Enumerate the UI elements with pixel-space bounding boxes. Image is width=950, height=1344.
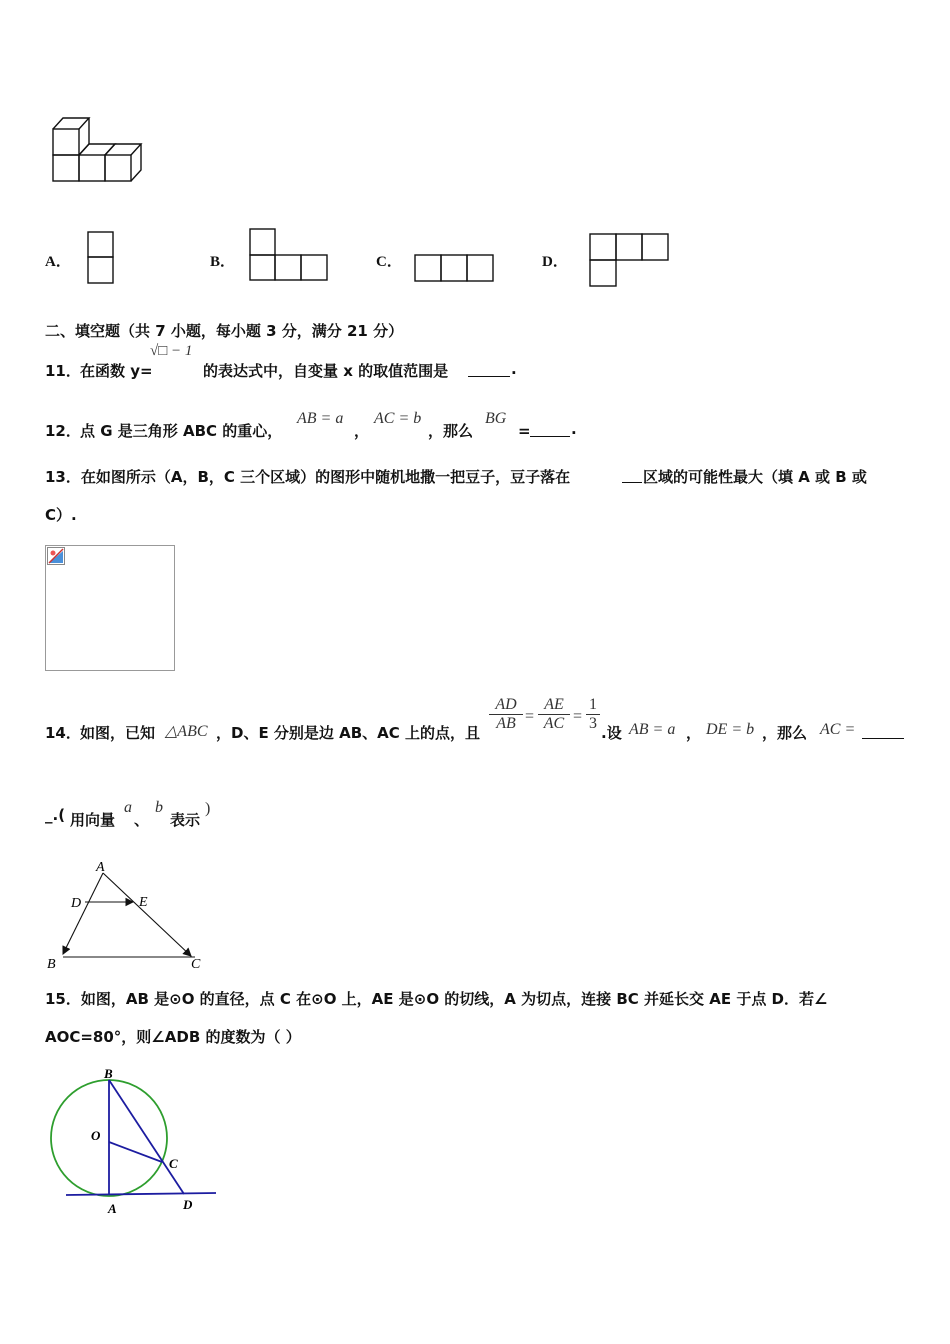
q12-answer-blank[interactable] <box>530 422 570 437</box>
q14-paren: ) <box>205 800 211 817</box>
segment-bd <box>109 1080 184 1194</box>
q14-triangle: △ABC <box>165 723 208 740</box>
q13-line1b: 区域的可能性最大（填 A 或 B 或 <box>643 468 867 486</box>
q13-line1: 13．在如图所示（A，B，C 三个区域）的图形中随机地撒一把豆子，豆子落在 <box>45 468 571 486</box>
tangent-line-ae <box>66 1193 216 1195</box>
q13-line2: C）. <box>45 506 77 524</box>
q14-line2a: _.( <box>45 806 66 824</box>
q15-fig-label-b: B <box>104 1066 113 1081</box>
q14-eq2: = <box>573 708 583 725</box>
q11-suffix: 的表达式中，自变量 x 的取值范围是 <box>203 362 449 380</box>
segment-oc <box>109 1142 162 1162</box>
option-b-figure <box>249 228 329 282</box>
q12-text: 点 G 是三角形 ABC 的重心， <box>80 422 283 440</box>
q14-sep: 、 <box>134 811 150 829</box>
q14-text3: .设 <box>601 724 622 742</box>
q14-text2: ，D、E 分别是边 AB、AC 上的点，且 <box>216 724 481 742</box>
q12-ac: AC = b <box>374 410 422 427</box>
option-d-figure <box>589 233 671 289</box>
q14-fig-label-c: C <box>191 957 201 972</box>
q15-fig-label-o: O <box>91 1128 101 1143</box>
q12-end: . <box>571 420 577 438</box>
q14-vector-a: a <box>124 799 132 816</box>
option-c-label: C． <box>376 254 402 270</box>
q15-fig-label-a: A <box>108 1201 117 1216</box>
broken-image-icon <box>47 547 65 565</box>
option-c-figure <box>414 254 496 284</box>
q14-triangle-figure <box>45 858 215 973</box>
q14-eq1: = <box>525 708 535 725</box>
cube-stack-figure <box>50 114 150 186</box>
q15-circle-figure <box>48 1064 223 1219</box>
q12-ab: AB = a <box>297 410 344 427</box>
q12-then: ，那么 <box>428 422 474 440</box>
q11-end: . <box>511 360 517 378</box>
q14-line2c: 表示 <box>170 811 201 829</box>
q13-figure-placeholder <box>45 545 175 671</box>
q14-fig-label-e: E <box>139 895 148 910</box>
q12-number: 12． <box>45 422 81 440</box>
q14-fraction-one-third: 1 3 <box>586 696 600 733</box>
option-a-figure <box>87 231 115 285</box>
q12-bg: BG <box>485 410 507 427</box>
q14-fig-label-a: A <box>96 860 105 875</box>
q14-fraction-ae-ac: AE AC <box>538 696 570 733</box>
q11-number: 11． <box>45 362 81 380</box>
q14-answer-blank[interactable] <box>862 724 904 739</box>
q12-comma: ， <box>354 422 370 440</box>
option-b-label: B． <box>210 254 236 270</box>
q11-formula: √□ − 1 <box>150 343 193 359</box>
q15-fig-label-d: D <box>183 1197 193 1212</box>
section-title: 二、填空题（共 7 小题，每小题 3 分，满分 21 分） <box>45 322 404 340</box>
q15-line1: 15．如图，AB 是⊙O 的直径，点 C 在⊙O 上，AE 是⊙O 的切线，A 为切点，连接 BC 并延长交 AE 于点 D．若∠ <box>45 990 828 1008</box>
q11-prefix: 在函数 y= <box>80 362 153 380</box>
q13-answer-blank[interactable] <box>622 468 642 483</box>
q11-answer-blank[interactable] <box>468 362 510 377</box>
q14-vector-b: b <box>155 799 163 816</box>
q14-fig-label-d: D <box>71 896 82 911</box>
q14-ac-eq: AC = <box>820 721 856 738</box>
option-a-label: A． <box>45 254 71 270</box>
q12-eq: = <box>518 422 531 440</box>
option-d-label: D． <box>542 254 568 270</box>
q14-text1: 如图，已知 <box>80 724 156 742</box>
q14-fig-label-b: B <box>47 957 56 972</box>
q15-fig-label-c: C <box>169 1156 178 1171</box>
q15-line2: AOC=80°，则∠ADB 的度数为（ ） <box>45 1028 301 1046</box>
q14-ab-eq: AB = a <box>629 721 676 738</box>
q14-de-eq: DE = b <box>706 721 755 738</box>
q14-line2b: 用向量 <box>70 811 116 829</box>
q14-then: ，那么 <box>762 724 808 742</box>
q14-number: 14． <box>45 724 81 742</box>
q14-comma: ， <box>686 724 702 742</box>
q14-fraction-ad-ab: AD AB <box>489 696 523 733</box>
